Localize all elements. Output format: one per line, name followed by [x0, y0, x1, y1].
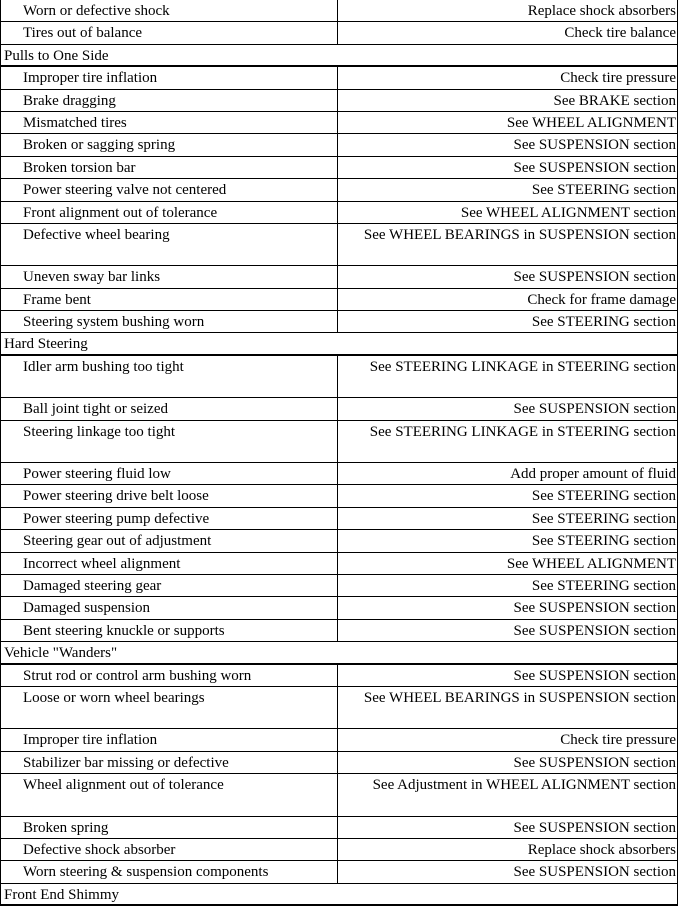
action-cell: See SUSPENSION section: [513, 754, 676, 771]
cause-cell: Frame bent: [1, 289, 338, 310]
cause-cell: Brake dragging: [1, 90, 338, 111]
table-row: [1, 817, 677, 839]
action-cell: See STEERING LINKAGE in STEERING section: [369, 423, 676, 440]
cause-cell: Uneven sway bar links: [1, 266, 338, 287]
table-row: [1, 22, 677, 44]
cause-cell: Defective wheel bearing: [1, 224, 338, 265]
cause-cell: Defective shock absorber: [1, 839, 338, 860]
cause-cell: Power steering fluid low: [1, 463, 338, 484]
table-row: [1, 90, 677, 112]
section-heading: Vehicle "Wanders": [4, 645, 118, 662]
action-cell: Check tire pressure: [560, 732, 676, 749]
action-cell: Check tire balance: [564, 25, 676, 42]
cause-cell: Broken torsion bar: [1, 157, 338, 178]
table-row: [1, 67, 677, 89]
section-heading: Front End Shimmy: [4, 886, 120, 903]
cause-cell: Power steering drive belt loose: [1, 485, 338, 506]
action-cell: See WHEEL BEARINGS in SUSPENSION section: [363, 226, 676, 243]
action-cell: See SUSPENSION section: [513, 159, 676, 176]
table-row: [1, 0, 677, 22]
section-heading: Pulls to One Side: [4, 47, 109, 64]
action-cell: See WHEEL BEARINGS in SUSPENSION section: [363, 689, 676, 706]
table-row: [1, 839, 677, 861]
table-row: [1, 157, 677, 179]
action-cell: See STEERING LINKAGE in STEERING section: [369, 358, 676, 375]
action-cell: See STEERING section: [531, 314, 676, 331]
cause-cell: Power steering pump defective: [1, 508, 338, 529]
action-cell: See WHEEL ALIGNMENT section: [460, 204, 676, 221]
cause-cell: Improper tire inflation: [1, 729, 338, 750]
cause-cell: Ball joint tight or seized: [1, 398, 338, 419]
table-row: [1, 597, 677, 619]
cause-cell: Damaged steering gear: [1, 575, 338, 596]
table-row: [1, 774, 677, 816]
cause-cell: Broken or sagging spring: [1, 134, 338, 155]
action-cell: Check tire pressure: [560, 70, 676, 87]
table-row: [1, 620, 677, 642]
table-row: [1, 687, 677, 729]
cause-cell: Stabilizer bar missing or defective: [1, 752, 338, 773]
action-cell: Add proper amount of fluid: [510, 466, 676, 483]
action-cell: See STEERING section: [531, 510, 676, 527]
table-row: [1, 530, 677, 552]
action-cell: See BRAKE section: [553, 92, 676, 109]
action-cell: See SUSPENSION section: [513, 269, 676, 286]
cause-cell: Worn or defective shock: [1, 0, 338, 21]
action-cell: See SUSPENSION section: [513, 819, 676, 836]
cause-cell: Steering linkage too tight: [1, 421, 338, 462]
cause-cell: Tires out of balance: [1, 22, 338, 43]
cause-cell: Bent steering knuckle or supports: [1, 620, 338, 641]
section-heading-row: [1, 642, 677, 664]
table-row: [1, 665, 677, 687]
action-cell: See SUSPENSION section: [513, 600, 676, 617]
table-row: [1, 508, 677, 530]
cause-cell: Front alignment out of tolerance: [1, 202, 338, 223]
cause-cell: Steering system bushing worn: [1, 311, 338, 332]
action-cell: See WHEEL ALIGNMENT: [506, 114, 676, 131]
action-cell: See STEERING section: [531, 577, 676, 594]
action-cell: See SUSPENSION section: [513, 667, 676, 684]
table-row: [1, 752, 677, 774]
table-row: [1, 463, 677, 485]
action-cell: Check for frame damage: [527, 291, 676, 308]
table-row: [1, 485, 677, 507]
table-row: [1, 266, 677, 288]
section-heading: Hard Steering: [4, 336, 88, 353]
action-cell: See STEERING section: [531, 488, 676, 505]
table-row: [1, 202, 677, 224]
action-cell: See STEERING section: [531, 182, 676, 199]
table-row: [1, 398, 677, 420]
table-row: [1, 179, 677, 201]
section-heading-row: [1, 45, 677, 67]
action-cell: See SUSPENSION section: [513, 864, 676, 881]
action-cell: See Adjustment in WHEEL ALIGNMENT section: [372, 777, 676, 794]
cause-cell: Idler arm bushing too tight: [1, 356, 338, 397]
cause-cell: Incorrect wheel alignment: [1, 553, 338, 574]
action-cell: See SUSPENSION section: [513, 401, 676, 418]
table-row: [1, 861, 677, 883]
cause-cell: Strut rod or control arm bushing worn: [1, 665, 338, 686]
table-row: [1, 575, 677, 597]
cause-cell: Wheel alignment out of tolerance: [1, 774, 338, 815]
table-row: [1, 289, 677, 311]
table-row: [1, 224, 677, 266]
section-heading-row: [1, 333, 677, 355]
cause-cell: Mismatched tires: [1, 112, 338, 133]
action-cell: Replace shock absorbers: [527, 841, 676, 858]
cause-cell: Damaged suspension: [1, 597, 338, 618]
cause-cell: Loose or worn wheel bearings: [1, 687, 338, 728]
table-row: [1, 112, 677, 134]
table-row: [1, 356, 677, 398]
table-row: [1, 729, 677, 751]
table-row: [1, 553, 677, 575]
table-row: [1, 134, 677, 156]
action-cell: See STEERING section: [531, 533, 676, 550]
action-cell: See WHEEL ALIGNMENT: [506, 555, 676, 572]
cause-cell: Improper tire inflation: [1, 67, 338, 88]
cause-cell: Broken spring: [1, 817, 338, 838]
action-cell: See SUSPENSION section: [513, 622, 676, 639]
table-row: [1, 421, 677, 463]
table-row: [1, 311, 677, 333]
action-cell: See SUSPENSION section: [513, 137, 676, 154]
cause-cell: Worn steering & suspension components: [1, 861, 338, 882]
action-cell: Replace shock absorbers: [527, 3, 676, 19]
section-heading-row: [1, 884, 677, 906]
cause-cell: Power steering valve not centered: [1, 179, 338, 200]
cause-cell: Steering gear out of adjustment: [1, 530, 338, 551]
